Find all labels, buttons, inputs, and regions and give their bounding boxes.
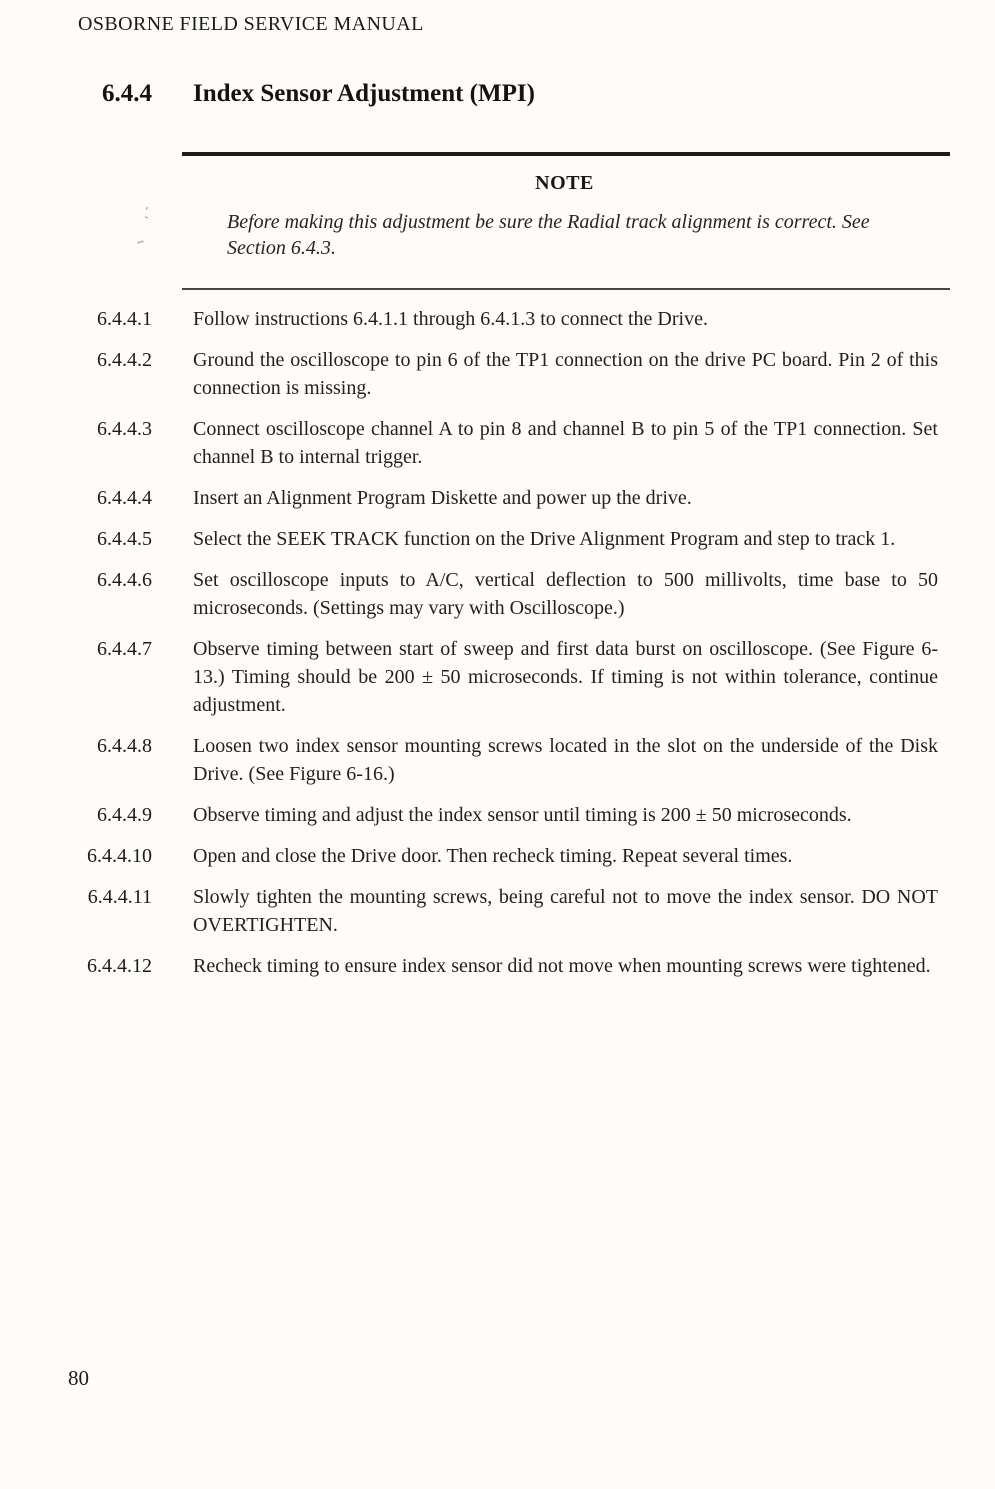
step-text: Observe timing between start of sweep and first data burst on oscilloscope. (See Figure 6-13.) Timing should be 200 ± 50 microseconds. If timing is not within tolerance, continue adjustment. — [193, 638, 938, 716]
step-number: 6.4.4.2 — [97, 349, 152, 371]
step-number: 6.4.4.1 — [97, 308, 152, 330]
step-item — [0, 346, 995, 402]
step-number: 6.4.4.4 — [97, 487, 152, 509]
step-item — [0, 484, 995, 512]
step-number: 6.4.4.8 — [97, 735, 152, 757]
step-item — [0, 801, 995, 829]
step-text: Slowly tighten the mounting screws, being careful not to move the index sensor. DO NOT OVERTIGHTEN. — [193, 886, 938, 936]
note-box — [182, 152, 950, 290]
step-text: Loosen two index sensor mounting screws located in the slot on the underside of the Disk Drive. (See Figure 6-16.) — [193, 735, 938, 785]
step-number: 6.4.4.7 — [97, 638, 152, 660]
step-text: Follow instructions 6.4.1.1 through 6.4.1.3 to connect the Drive. — [193, 308, 708, 330]
note-label: NOTE — [535, 172, 594, 194]
note-text: Before making this adjustment be sure the Radial track alignment is correct. See Section 6.4.3. — [227, 211, 870, 259]
section-number: 6.4.4 — [102, 80, 152, 107]
step-text: Observe timing and adjust the index sensor until timing is 200 ± 50 microseconds. — [193, 804, 852, 826]
step-text: Connect oscilloscope channel A to pin 8 and channel B to pin 5 of the TP1 connection. Set channel B to internal trigger. — [193, 418, 938, 468]
step-text: Recheck timing to ensure index sensor did not move when mounting screws were tightened. — [193, 955, 931, 977]
step-item — [0, 305, 995, 333]
page-number: 80 — [68, 1366, 89, 1390]
step-number: 6.4.4.3 — [97, 418, 152, 440]
step-text: Set oscilloscope inputs to A/C, vertical deflection to 500 millivolts, time base to 50 microseconds. (Settings may vary with Oscilloscope.) — [193, 569, 938, 619]
step-item — [0, 525, 995, 553]
step-text: Ground the oscilloscope to pin 6 of the TP1 connection on the drive PC board. Pin 2 of this connection is missing. — [193, 349, 938, 399]
step-item — [0, 732, 995, 788]
step-text: Open and close the Drive door. Then recheck timing. Repeat several times. — [193, 845, 793, 867]
step-item — [0, 415, 995, 471]
scan-artifact: ʻ̮ — [141, 202, 151, 219]
step-number: 6.4.4.9 — [97, 804, 152, 826]
step-number: 6.4.4.11 — [87, 886, 152, 908]
step-item — [0, 635, 995, 719]
step-item — [0, 883, 995, 939]
procedure-steps — [0, 305, 995, 993]
running-header: OSBORNE FIELD SERVICE MANUAL — [78, 13, 424, 35]
step-number: 6.4.4.6 — [97, 569, 152, 591]
section-heading — [0, 80, 938, 108]
step-number: 6.4.4.12 — [87, 955, 152, 977]
step-text: Select the SEEK TRACK function on the Drive Alignment Program and step to track 1. — [193, 528, 896, 550]
step-text: Insert an Alignment Program Diskette and power up the drive. — [193, 487, 692, 509]
step-item — [0, 566, 995, 622]
step-number: 6.4.4.10 — [87, 845, 152, 867]
section-title: Index Sensor Adjustment (MPI) — [193, 80, 535, 107]
step-number: 6.4.4.5 — [97, 528, 152, 550]
step-item — [0, 952, 995, 980]
step-item — [0, 842, 995, 870]
scan-artifact — [137, 240, 144, 243]
